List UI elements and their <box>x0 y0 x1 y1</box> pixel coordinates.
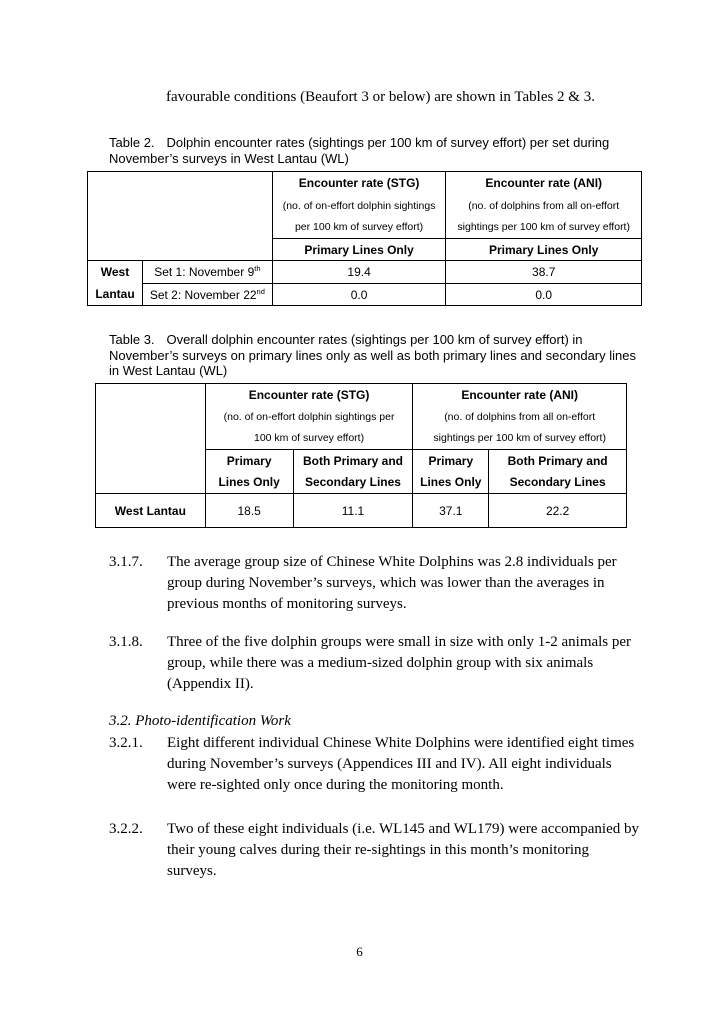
table2-cell-ani: 38.7 <box>446 261 642 284</box>
table3-cell-stg-both: 11.1 <box>293 494 413 528</box>
table2-stg-title: Encounter rate (STG) <box>272 172 446 195</box>
paragraph-number: 3.1.8. <box>109 634 143 650</box>
table3-both-header-line2: Secondary Lines <box>293 472 413 494</box>
table3-row-label: West Lantau <box>96 494 206 528</box>
table3-primary-header-line2: Lines Only <box>413 472 489 494</box>
page-number: 6 <box>356 944 363 959</box>
table2-ani-col-header: Primary Lines Only <box>446 239 642 261</box>
table2-stg-sub2: per 100 km of survey effort) <box>272 217 446 239</box>
table3-ani-sub2: sightings per 100 km of survey effort) <box>413 428 627 450</box>
table3-cell-ani-both: 22.2 <box>489 494 627 528</box>
paragraph-number: 3.2.2. <box>109 821 143 837</box>
table3-stg-sub2: 100 km of survey effort) <box>205 428 413 450</box>
table3-cell-stg-primary: 18.5 <box>205 494 293 528</box>
paragraph-3-2-1 <box>109 733 639 796</box>
table2-corner-cell <box>88 172 273 261</box>
table3-caption-number: Table 3. <box>109 332 155 347</box>
paragraph-number: 3.2.1. <box>109 735 143 751</box>
table2-row-label: Set 2: November 22nd <box>142 284 272 306</box>
table3-ani-title: Encounter rate (ANI) <box>413 384 627 406</box>
table2-caption-number: Table 2. <box>109 135 155 150</box>
table3-caption <box>109 332 639 379</box>
paragraph-3-1-8 <box>109 632 639 695</box>
table2-stg-col-header: Primary Lines Only <box>272 239 446 261</box>
table2-row-label: Set 1: November 9th <box>142 261 272 284</box>
table2-cell-stg: 19.4 <box>272 261 446 284</box>
paragraph-3-1-7 <box>109 552 639 615</box>
table2-ani-sub1: (no. of dolphins from all on-effort <box>446 195 642 217</box>
paragraph-text: Two of these eight individuals (i.e. WL145 and WL179) were accompanied by their young calves during their re-sightings in this month’s monitoring surveys. <box>167 821 640 879</box>
table2-area-line2: Lantau <box>88 284 143 306</box>
table3-corner-cell <box>96 384 206 494</box>
table2-caption-text: Dolphin encounter rates (sightings per 100 km of survey effort) per set during November’s surveys in West Lantau (WL) <box>109 135 610 166</box>
table3-stg-title: Encounter rate (STG) <box>205 384 413 406</box>
paragraph-3-2-2 <box>109 819 639 882</box>
table3-primary-header-line2: Lines Only <box>205 472 293 494</box>
intro-text: favourable conditions (Beaufort 3 or below) are shown in Tables 2 & 3. <box>166 89 595 105</box>
table3-caption-text: Overall dolphin encounter rates (sightings per 100 km of survey effort) in November’s surveys on primary lines only as well as both primary lines and secondary lines in West Lantau (WL) <box>109 332 636 378</box>
paragraph-number: 3.1.7. <box>109 554 143 570</box>
paragraph-text: Eight different individual Chinese White Dolphins were identified eight times during November’s surveys (Appendices III and IV). All eight individuals were re-sighted only once during the monitoring month. <box>167 735 635 793</box>
table3-cell-ani-primary: 37.1 <box>413 494 489 528</box>
table2-ani-title: Encounter rate (ANI) <box>446 172 642 195</box>
table3-primary-header-line1: Primary <box>205 450 293 472</box>
section-heading: 3.2. Photo-identification Work <box>109 713 291 729</box>
table2-cell-ani: 0.0 <box>446 284 642 306</box>
table2-area-line1: West <box>88 261 143 284</box>
table2-caption <box>109 135 639 166</box>
table3-both-header-line1: Both Primary and <box>293 450 413 472</box>
paragraph-text: The average group size of Chinese White Dolphins was 2.8 individuals per group during November’s surveys, which was lower than the averages in previous months of monitoring surveys. <box>167 554 617 612</box>
table2-ani-sub2: sightings per 100 km of survey effort) <box>446 217 642 239</box>
table3-primary-header-line1: Primary <box>413 450 489 472</box>
paragraph-text: Three of the five dolphin groups were small in size with only 1-2 animals per group, while there was a medium-sized dolphin group with six animals (Appendix II). <box>167 634 632 692</box>
table3-both-header-line2: Secondary Lines <box>489 472 627 494</box>
table2-cell-stg: 0.0 <box>272 284 446 306</box>
table2-stg-sub1: (no. of on-effort dolphin sightings <box>272 195 446 217</box>
table3 <box>95 383 627 528</box>
table2 <box>87 171 642 306</box>
table3-both-header-line1: Both Primary and <box>489 450 627 472</box>
table3-stg-sub1: (no. of on-effort dolphin sightings per <box>205 406 413 428</box>
table3-ani-sub1: (no. of dolphins from all on-effort <box>413 406 627 428</box>
